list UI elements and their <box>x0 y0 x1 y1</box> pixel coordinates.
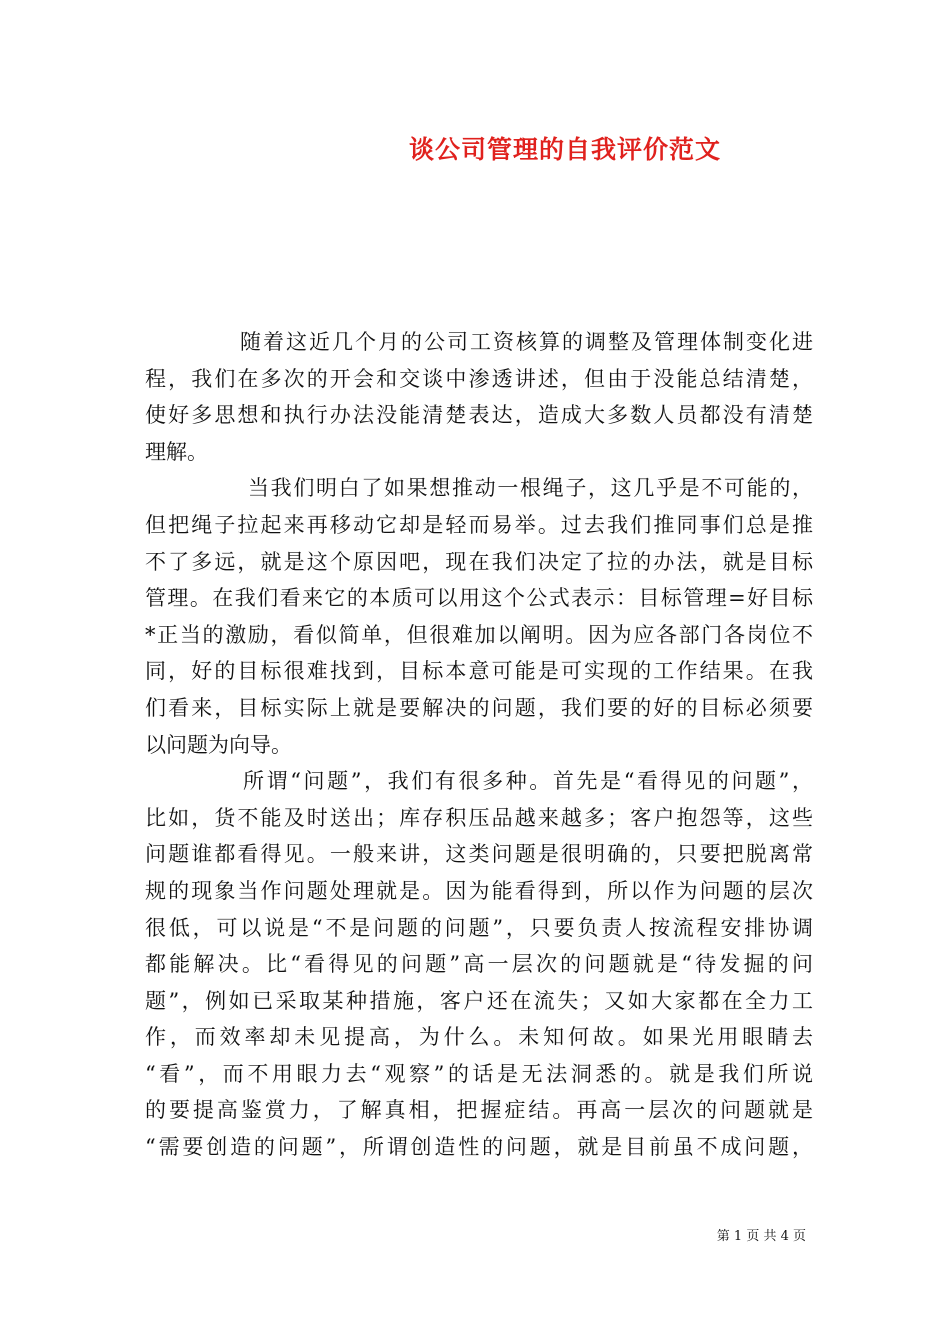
paragraph-line: 规的现象当作问题处理就是。因为能看得到，所以作为问题的层次 <box>145 878 813 903</box>
paragraph-line: 不了多远，就是这个原因吧，现在我们决定了拉的办法，就是目标 <box>145 549 813 574</box>
paragraph-line: 同，好的目标很难找到，目标本意可能是可实现的工作结果。在我 <box>145 659 813 684</box>
paragraph-line: “需要创造的问题”，所谓创造性的问题，就是目前虽不成问题， <box>145 1135 813 1160</box>
paragraph-line: 问题谁都看得见。一般来讲，这类问题是很明确的，只要把脱离常 <box>145 842 813 867</box>
paragraph-line: 作，而效率却未见提高，为什么。未知何故。如果光用眼睛去 <box>145 1025 813 1050</box>
paragraph-line: “看”，而不用眼力去“观察”的话是无法洞悉的。就是我们所说 <box>145 1061 813 1086</box>
paragraph-line: 管理。在我们看来它的本质可以用这个公式表示：目标管理=好目标 <box>145 586 813 611</box>
paragraph-line: 以问题为向导。 <box>145 732 292 757</box>
page-title: 谈公司管理的自我评价范文 <box>408 135 721 164</box>
paragraph-line: 当我们明白了如果想推动一根绳子，这几乎是不可能的， <box>248 476 813 501</box>
paragraph-line: 所谓“问题”，我们有很多种。首先是“看得见的问题”， <box>243 769 813 794</box>
paragraph-line: 很低，可以说是“不是问题的问题”，只要负责人按流程安排协调 <box>145 915 813 940</box>
paragraph-line: *正当的激励，看似简单，但很难加以阐明。因为应各部门各岗位不 <box>145 622 813 647</box>
paragraph-line: 但把绳子拉起来再移动它却是轻而易举。过去我们推同事们总是推 <box>145 512 813 537</box>
paragraph-line: 们看来，目标实际上就是要解决的问题，我们要的好的目标必须要 <box>145 695 813 720</box>
document-body <box>145 324 813 1166</box>
paragraph-line: 程，我们在多次的开会和交谈中渗透讲述，但由于没能总结清楚， <box>145 366 813 391</box>
paragraph-line: 理解。 <box>145 439 208 464</box>
paragraph-line: 使好多思想和执行办法没能清楚表达，造成大多数人员都没有清楚 <box>145 403 813 428</box>
paragraph-line: 都能解决。比“看得见的问题”高一层次的问题就是“待发掘的问 <box>145 952 813 977</box>
paragraph-line: 比如，货不能及时送出；库存积压品越来越多；客户抱怨等，这些 <box>145 805 813 830</box>
paragraph-line: 的要提高鉴赏力，了解真相，把握症结。再高一层次的问题就是 <box>145 1098 813 1123</box>
page-number-footer: 第 1 页 共 4 页 <box>716 1229 806 1244</box>
paragraph-line: 随着这近几个月的公司工资核算的调整及管理体制变化进 <box>240 330 813 354</box>
paragraph-line: 题”，例如已采取某种措施，客户还在流失；又如大家都在全力工 <box>145 988 813 1013</box>
